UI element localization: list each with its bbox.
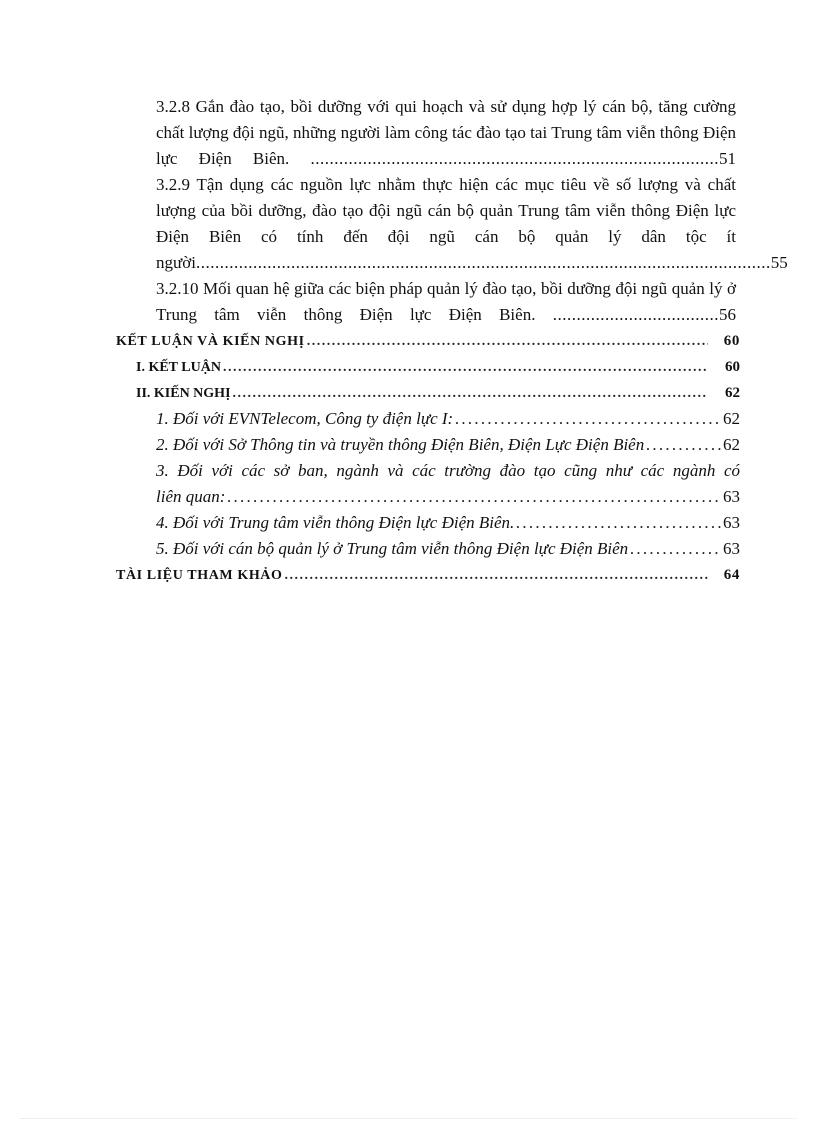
toc-leader-dots <box>223 355 708 380</box>
toc-entry-rec-1[interactable] <box>156 406 740 432</box>
toc-entry-text: 3.2.9 Tận dụng các nguồn lực nhằm thực hiện các mục tiêu về số lượng và chất lượng của bồi dưỡng, đào tạo đội ngũ cán bộ quản Trung tâm viễn thông Điện lực Điện Biên có tính đến đội ngũ cán bộ quản lý dân tộc ít người <box>156 175 736 272</box>
toc-leader-dots <box>285 563 708 588</box>
toc-page-number: 64 <box>723 567 740 583</box>
toc-entry-text: 3.2.8 Gắn đào tạo, bồi dưỡng với qui hoạch và sử dụng hợp lý cán bộ, tăng cường chất lượng đội ngũ, những người làm công tác đào tạo tai Trung tâm viễn thông Điện lực Điện Biên. <box>156 97 736 168</box>
toc-entry-text: 4. Đối với Trung tâm viễn thông Điện lực Điện Biên. <box>156 513 515 532</box>
toc-page-number: 60 <box>723 333 740 349</box>
toc-entry-rec-2[interactable] <box>156 432 740 458</box>
toc-leader-dots: ...................................................................................... <box>310 149 719 168</box>
toc-page-number: 51 <box>719 149 736 168</box>
toc-entry-3-2-9[interactable] <box>156 172 788 276</box>
toc-entry-rec-5[interactable] <box>156 536 740 562</box>
toc-leader-dots <box>630 536 721 562</box>
toc-page-number: 56 <box>719 305 736 324</box>
table-of-contents <box>116 94 788 588</box>
toc-entry-text: II. KIẾN NGHỊ <box>136 386 231 401</box>
toc-leader-dots: ................................... <box>552 305 719 324</box>
toc-entry-rec-3[interactable] <box>156 458 740 510</box>
toc-leader-dots <box>227 484 721 510</box>
toc-entry-text: TÀI LIỆU THAM KHẢO <box>116 568 283 583</box>
toc-page-number: 62 <box>723 435 740 454</box>
toc-entry-rec-3-line2 <box>156 484 740 510</box>
toc-leader-dots: ......................................................................................................................... <box>195 253 771 272</box>
toc-leader-dots <box>233 381 708 406</box>
toc-entry-text: 3. Đối với các sở ban, ngành và các trường đào tạo cũng như các ngành có <box>156 461 740 480</box>
toc-page-number: 60 <box>725 359 740 375</box>
toc-entry-text: 2. Đối với Sở Thông tin và truyền thông Điện Biên, Điện Lực Điện Biên <box>156 435 645 454</box>
toc-leader-dots <box>516 510 721 536</box>
toc-page-number: 62 <box>725 385 740 401</box>
toc-leader-dots <box>307 329 708 354</box>
toc-entry-recommendations[interactable] <box>136 380 740 406</box>
toc-page-number: 63 <box>723 487 740 506</box>
toc-leader-dots <box>455 406 721 432</box>
toc-entry-text: 3.2.10 Mối quan hệ giữa các biện pháp quản lý đào tạo, bồi dưỡng đội ngũ quản lý ở Trung tâm viễn thông Điện lực Điện Biên. <box>156 279 736 324</box>
toc-entry-references[interactable] <box>116 562 740 588</box>
toc-entry-text: 5. Đối với cán bộ quản lý ở Trung tâm viễn thông Điện lực Điện Biên <box>156 539 629 558</box>
toc-page-number: 63 <box>723 539 740 558</box>
toc-entry-text: I. KẾT LUẬN <box>136 360 221 375</box>
toc-entry-conclusion-i[interactable] <box>136 354 740 380</box>
toc-entry-3-2-10[interactable] <box>156 276 736 328</box>
toc-page-number: 62 <box>723 409 740 428</box>
toc-leader-dots <box>646 432 721 458</box>
toc-entry-conclusion[interactable] <box>116 328 740 354</box>
toc-entry-3-2-8[interactable] <box>156 94 736 172</box>
toc-entry-text: liên quan: <box>156 487 226 506</box>
toc-entry-text: KẾT LUẬN VÀ KIẾN NGHỊ <box>116 334 305 349</box>
toc-page-number: 63 <box>723 513 740 532</box>
toc-page-number: 55 <box>770 253 788 272</box>
toc-entry-rec-4[interactable] <box>156 510 740 536</box>
toc-entry-text: 1. Đối với EVNTelecom, Công ty điện lực I: <box>156 409 454 428</box>
page-bottom-divider <box>20 1118 796 1119</box>
